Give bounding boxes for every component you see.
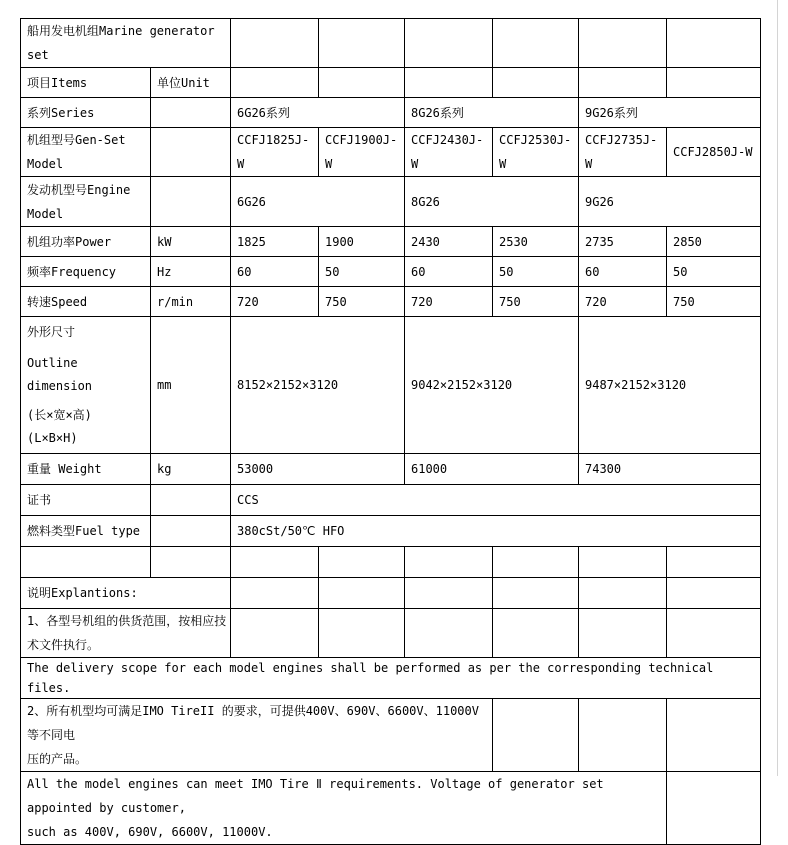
empty-cell <box>667 547 761 578</box>
note2-cn-line1: 2、所有机型均可满足IMO TireII 的要求，可提供400V、690V、6600V、11000V等不同电 <box>27 704 479 742</box>
empty-cell <box>21 547 151 578</box>
empty-cell <box>579 699 667 772</box>
weight-value-3: 74300 <box>579 454 761 485</box>
frequency-value-6: 50 <box>667 257 761 287</box>
power-value-1: 1825 <box>231 227 319 257</box>
empty-cell <box>319 68 405 98</box>
fuel-type-value: 380cSt/50℃ HFO <box>231 516 761 547</box>
empty-cell <box>667 19 761 68</box>
table-row-speed <box>21 287 761 317</box>
unit-power: kW <box>151 227 231 257</box>
empty-cell <box>231 578 319 609</box>
row-label-weight: 重量 Weight <box>21 454 151 485</box>
speed-value-4: 750 <box>493 287 579 317</box>
note1-cn <box>21 609 231 658</box>
note2-en <box>21 772 667 845</box>
power-value-2: 1900 <box>319 227 405 257</box>
empty-cell <box>151 485 231 516</box>
empty-cell <box>667 699 761 772</box>
frequency-value-2: 50 <box>319 257 405 287</box>
empty-cell <box>319 578 405 609</box>
row-label-engine-model: 发动机型号Engine Model <box>21 177 151 227</box>
note1-cn-line1: 1、各型号机组的供货范围，按相应技 <box>27 614 227 628</box>
table-row-note2-en <box>21 772 761 845</box>
series-8g26: 8G26系列 <box>405 98 579 128</box>
power-value-5: 2735 <box>579 227 667 257</box>
table-row-outline-dimension <box>21 317 761 454</box>
dimension-value-3: 9487×2152×3120 <box>579 317 761 454</box>
empty-cell <box>667 772 761 845</box>
frequency-value-4: 50 <box>493 257 579 287</box>
empty-cell <box>493 609 579 658</box>
note2-cn <box>21 699 493 772</box>
empty-cell <box>667 609 761 658</box>
row-label-outline-dimension <box>21 317 151 454</box>
note2-en-line2: such as 400V, 690V, 6600V, 11000V. <box>27 825 273 839</box>
genset-model-1: CCFJ1825J-W <box>231 128 319 177</box>
note2-cn-line2: 压的产品。 <box>27 752 88 766</box>
empty-cell <box>231 19 319 68</box>
empty-cell <box>405 609 493 658</box>
empty-cell <box>667 578 761 609</box>
empty-cell <box>151 547 231 578</box>
empty-cell <box>579 547 667 578</box>
empty-cell <box>579 609 667 658</box>
empty-cell <box>151 516 231 547</box>
empty-cell <box>405 19 493 68</box>
empty-cell <box>151 98 231 128</box>
speed-value-6: 750 <box>667 287 761 317</box>
outline-label-cn: 外形尺寸 <box>27 324 76 339</box>
table-row-frequency <box>21 257 761 287</box>
certificate-value: CCS <box>231 485 761 516</box>
speed-value-3: 720 <box>405 287 493 317</box>
empty-cell <box>493 699 579 772</box>
unit-weight: kg <box>151 454 231 485</box>
note1-en: The delivery scope for each model engines shall be performed as per the corresponding technical files. <box>21 658 761 699</box>
table-row-power <box>21 227 761 257</box>
table-row-note1-en <box>21 658 761 699</box>
table-row-weight <box>21 454 761 485</box>
table-row-series <box>21 98 761 128</box>
table-row-blank <box>21 547 761 578</box>
row-label-speed: 转速Speed <box>21 287 151 317</box>
header-items: 项目Items <box>21 68 151 98</box>
power-value-6: 2850 <box>667 227 761 257</box>
table-row-note1-cn <box>21 609 761 658</box>
note1-cn-line2: 术文件执行。 <box>27 638 100 652</box>
table-title: 船用发电机组Marine generator set <box>21 19 231 68</box>
frequency-value-5: 60 <box>579 257 667 287</box>
table-row-genset-model <box>21 128 761 177</box>
genset-model-6: CCFJ2850J-W <box>667 128 761 177</box>
series-9g26: 9G26系列 <box>579 98 761 128</box>
row-label-power: 机组功率Power <box>21 227 151 257</box>
engine-model-2: 8G26 <box>405 177 579 227</box>
empty-cell <box>319 609 405 658</box>
speed-value-1: 720 <box>231 287 319 317</box>
power-value-4: 2530 <box>493 227 579 257</box>
marine-generator-spec-table <box>20 18 761 845</box>
empty-cell <box>579 68 667 98</box>
engine-model-3: 9G26 <box>579 177 761 227</box>
series-6g26: 6G26系列 <box>231 98 405 128</box>
empty-cell <box>319 19 405 68</box>
header-unit: 单位Unit <box>151 68 231 98</box>
table-row-title <box>21 19 761 68</box>
table-row-engine-model <box>21 177 761 227</box>
unit-frequency: Hz <box>151 257 231 287</box>
genset-model-3: CCFJ2430J-W <box>405 128 493 177</box>
unit-speed: r/min <box>151 287 231 317</box>
speed-value-5: 720 <box>579 287 667 317</box>
speed-value-2: 750 <box>319 287 405 317</box>
window-edge-line <box>777 0 778 776</box>
empty-cell <box>405 68 493 98</box>
row-label-fuel-type: 燃料类型Fuel type <box>21 516 151 547</box>
genset-model-5: CCFJ2735J-W <box>579 128 667 177</box>
outline-label-lwh-en: (L×B×H) <box>27 430 78 445</box>
table-row-note2-cn <box>21 699 761 772</box>
engine-model-1: 6G26 <box>231 177 405 227</box>
empty-cell <box>231 609 319 658</box>
empty-cell <box>579 578 667 609</box>
note2-en-line1: All the model engines can meet IMO Tire Ⅱ requirements. Voltage of generator set appointed by customer, <box>27 777 604 815</box>
empty-cell <box>493 68 579 98</box>
empty-cell <box>493 547 579 578</box>
genset-model-4: CCFJ2530J-W <box>493 128 579 177</box>
empty-cell <box>579 19 667 68</box>
dimension-value-2: 9042×2152×3120 <box>405 317 579 454</box>
empty-cell <box>667 68 761 98</box>
empty-cell <box>231 547 319 578</box>
table-row-fuel-type <box>21 516 761 547</box>
genset-model-2: CCFJ1900J-W <box>319 128 405 177</box>
weight-value-1: 53000 <box>231 454 405 485</box>
table-row-explanations-header <box>21 578 761 609</box>
frequency-value-1: 60 <box>231 257 319 287</box>
explanations-label: 说明Explantions: <box>21 578 231 609</box>
row-label-certificate: 证书 <box>21 485 151 516</box>
power-value-3: 2430 <box>405 227 493 257</box>
row-label-genset-model: 机组型号Gen-Set Model <box>21 128 151 177</box>
empty-cell <box>151 128 231 177</box>
table-row-headers <box>21 68 761 98</box>
row-label-series: 系列Series <box>21 98 151 128</box>
frequency-value-3: 60 <box>405 257 493 287</box>
unit-outline-dimension: mm <box>151 317 231 454</box>
empty-cell <box>319 547 405 578</box>
empty-cell <box>231 68 319 98</box>
empty-cell <box>493 578 579 609</box>
empty-cell <box>493 19 579 68</box>
row-label-frequency: 频率Frequency <box>21 257 151 287</box>
empty-cell <box>405 547 493 578</box>
table-row-certificate <box>21 485 761 516</box>
weight-value-2: 61000 <box>405 454 579 485</box>
empty-cell <box>405 578 493 609</box>
empty-cell <box>151 177 231 227</box>
dimension-value-1: 8152×2152×3120 <box>231 317 405 454</box>
outline-label-en: Outline dimension <box>27 355 93 393</box>
outline-label-lwh-cn: (长×宽×高) <box>27 407 92 422</box>
